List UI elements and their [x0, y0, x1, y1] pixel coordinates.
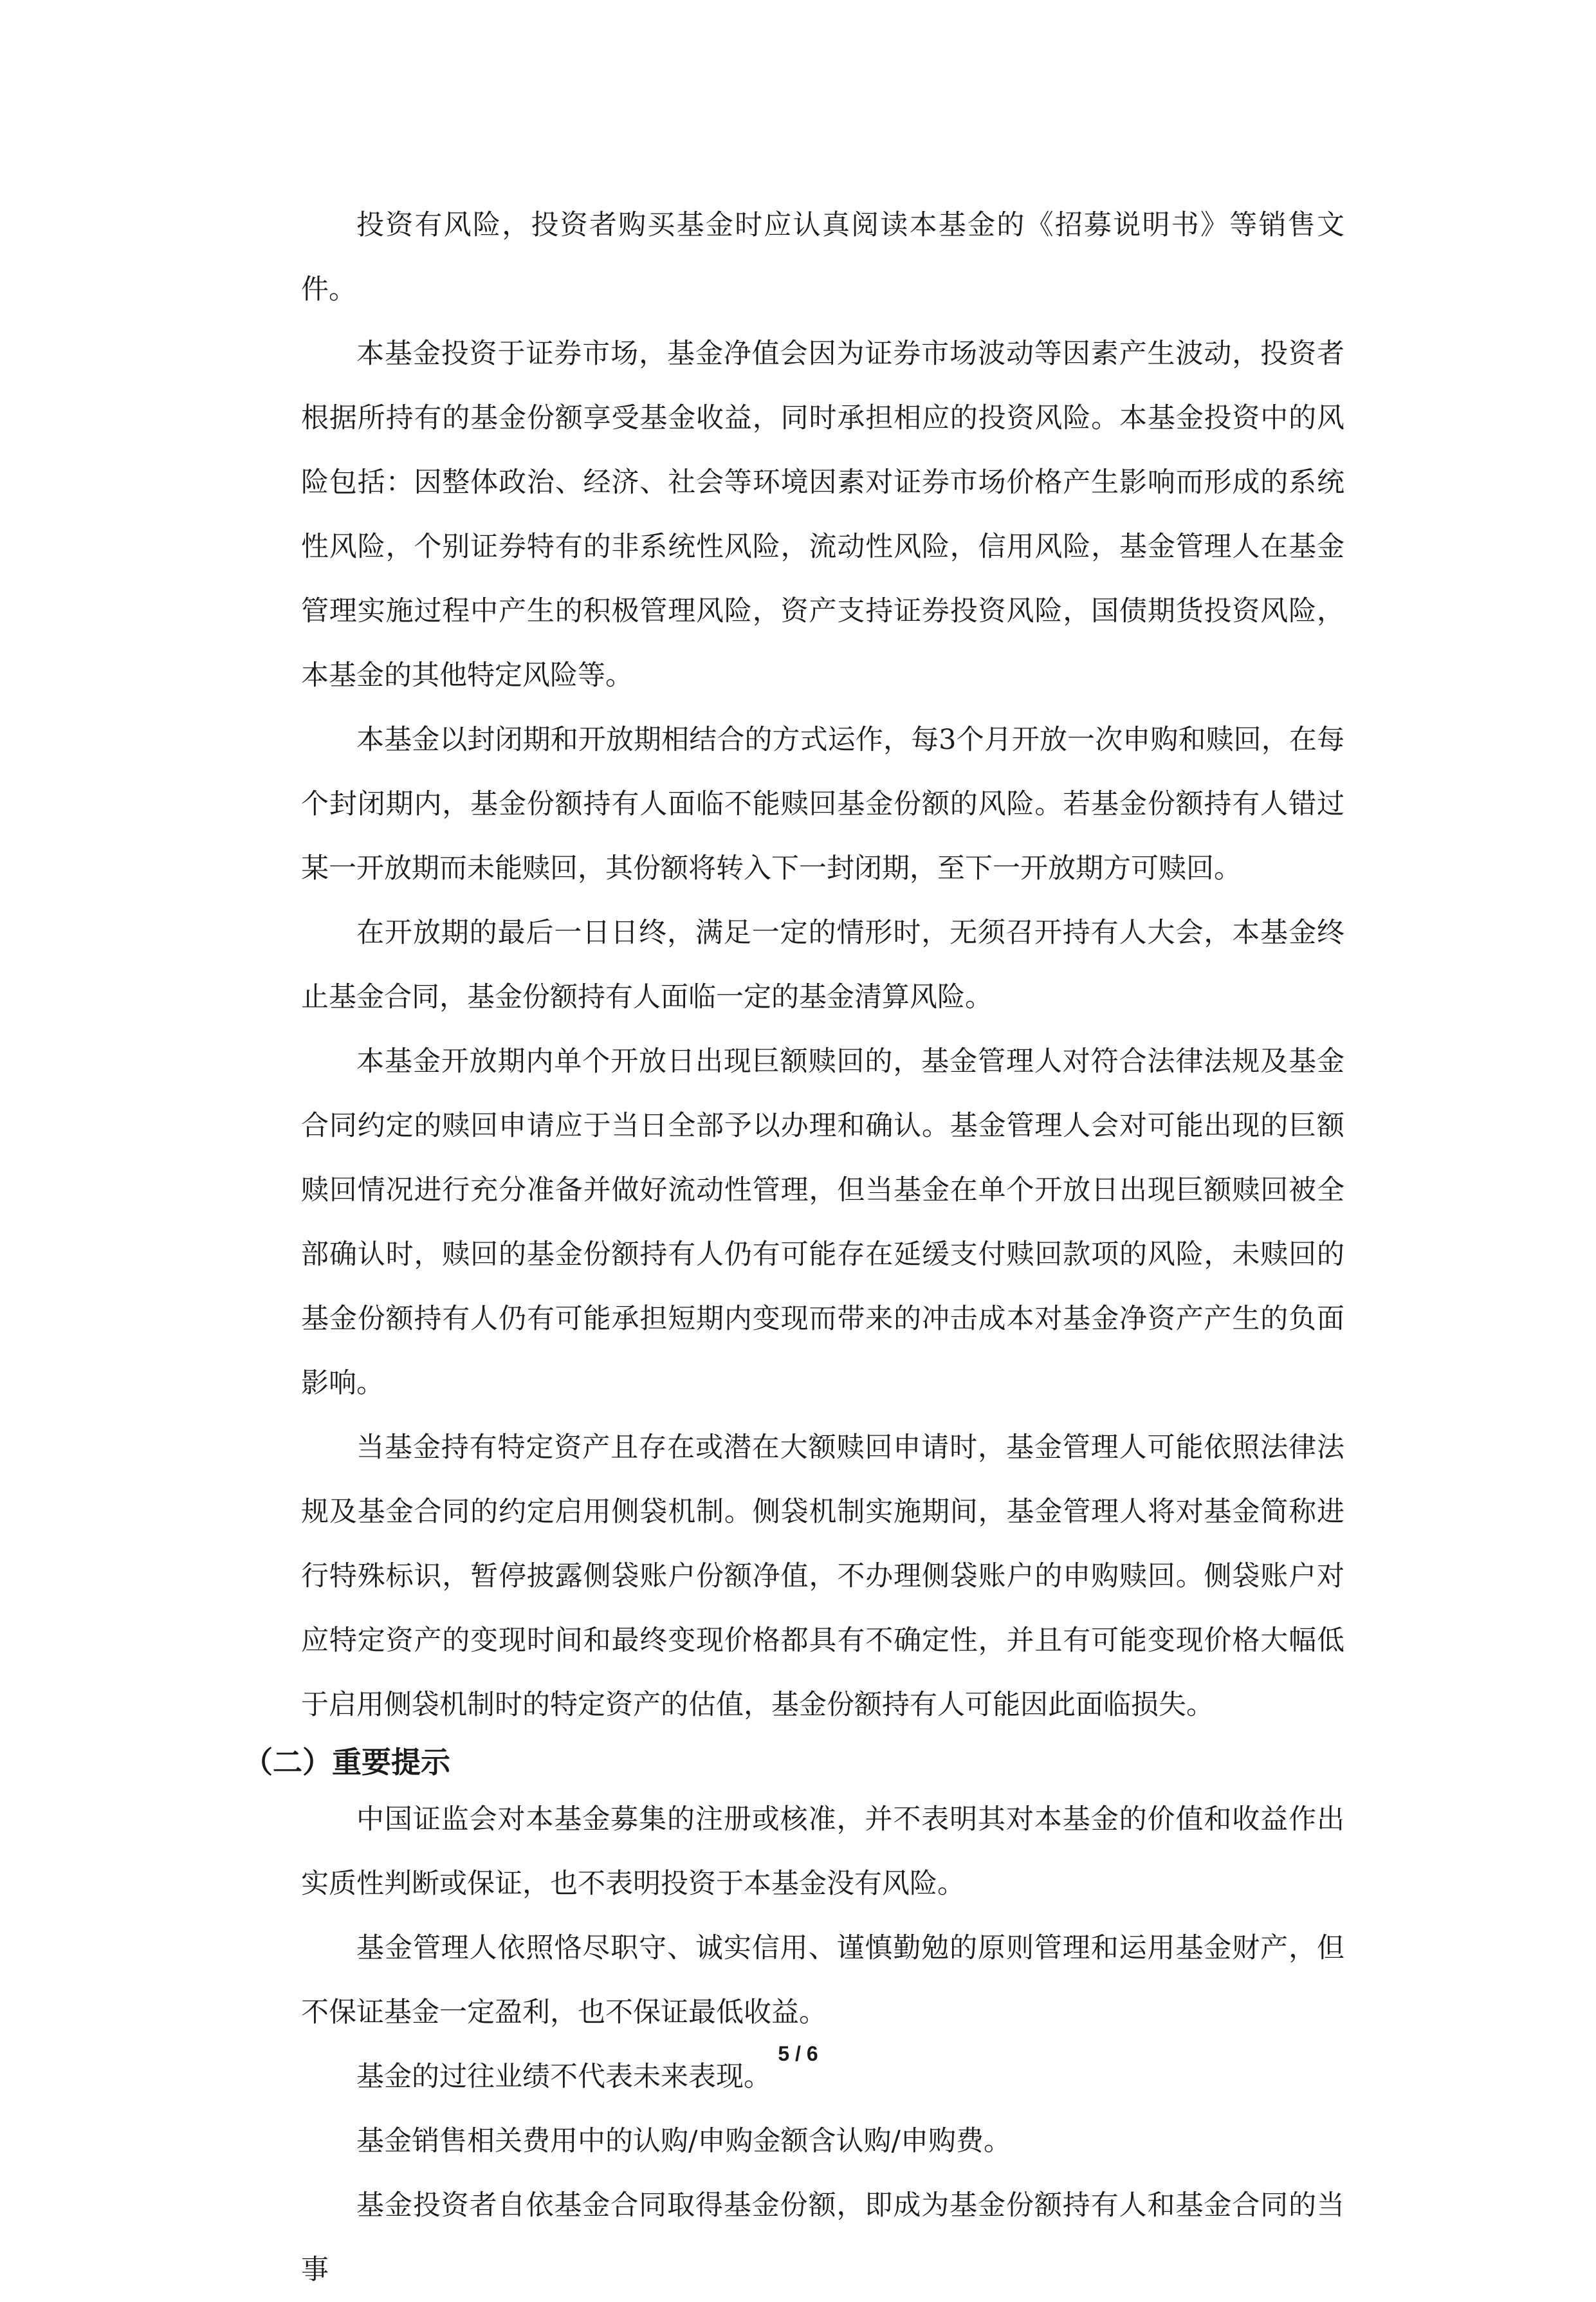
- paragraph-fee-note: 基金销售相关费用中的认购/申购金额含认购/申购费。: [356, 2125, 1011, 2157]
- paragraph-past-performance: 基金的过往业绩不代表未来表现。: [356, 2061, 771, 2093]
- paragraph-closed-period-risk: 本基金以封闭期和开放期相结合的方式运作，每3个月开放一次申购和赎回，在每个封闭期内，基金份额持有人面临不能赎回基金份额的风险。若基金份额持有人错过某一开放期而未能赎回，其份额将转入下一封闭期，至下一开放期方可赎回。: [301, 724, 1344, 885]
- document-body: [243, 193, 1344, 2302]
- paragraph-risk-reading: 投资有风险，投资者购买基金时应认真阅读本基金的《招募说明书》等销售文件。: [301, 209, 1344, 306]
- paragraph-holder-status: 基金投资者自依基金合同取得基金份额，即成为基金份额持有人和基金合同的当事: [301, 2189, 1344, 2286]
- page-number: 5 / 6: [778, 2042, 818, 2065]
- paragraph-csrc-notice: 中国证监会对本基金募集的注册或核准，并不表明其对本基金的价值和收益作出实质性判断或保证，也不表明投资于本基金没有风险。: [301, 1803, 1344, 1900]
- section-heading: （二）重要提示: [243, 1745, 450, 1780]
- paragraph-liquidation-risk: 在开放期的最后一日日终，满足一定的情形时，无须召开持有人大会，本基金终止基金合同，基金份额持有人面临一定的基金清算风险。: [301, 917, 1344, 1013]
- paragraph-manager-principle: 基金管理人依照恪尽职守、诚实信用、谨慎勤勉的原则管理和运用基金财产，但不保证基金一定盈利，也不保证最低收益。: [301, 1932, 1344, 2029]
- paragraph-investment-risks: 本基金投资于证券市场，基金净值会因为证券市场波动等因素产生波动，投资者根据所持有的基金份额享受基金收益，同时承担相应的投资风险。本基金投资中的风险包括：因整体政治、经济、社会等环境因素对证券市场价格产生影响而形成的系统性风险，个别证券特有的非系统性风险，流动性风险，信用风险，基金管理人在基金管理实施过程中产生的积极管理风险，资产支持证券投资风险，国债期货投资风险，本基金的其他特定风险等。: [301, 338, 1344, 692]
- paragraph-large-redemption: 本基金开放期内单个开放日出现巨额赎回的，基金管理人对符合法律法规及基金合同约定的赎回申请应于当日全部予以办理和确认。基金管理人会对可能出现的巨额赎回情况进行充分准备并做好流动性管理，但当基金在单个开放日出现巨额赎回被全部确认时，赎回的基金份额持有人仍有可能存在延缓支付赎回款项的风险，未赎回的基金份额持有人仍有可能承担短期内变现而带来的冲击成本对基金净资产产生的负面影响。: [301, 1045, 1344, 1399]
- paragraph-side-pocket: 当基金持有特定资产且存在或潜在大额赎回申请时，基金管理人可能依照法律法规及基金合同的约定启用侧袋机制。侧袋机制实施期间，基金管理人将对基金简称进行特殊标识，暂停披露侧袋账户份额净值，不办理侧袋账户的申购赎回。侧袋账户对应特定资产的变现时间和最终变现价格都具有不确定性，并且有可能变现价格大幅低于启用侧袋机制时的特定资产的估值，基金份额持有人可能因此面临损失。: [301, 1432, 1344, 1721]
